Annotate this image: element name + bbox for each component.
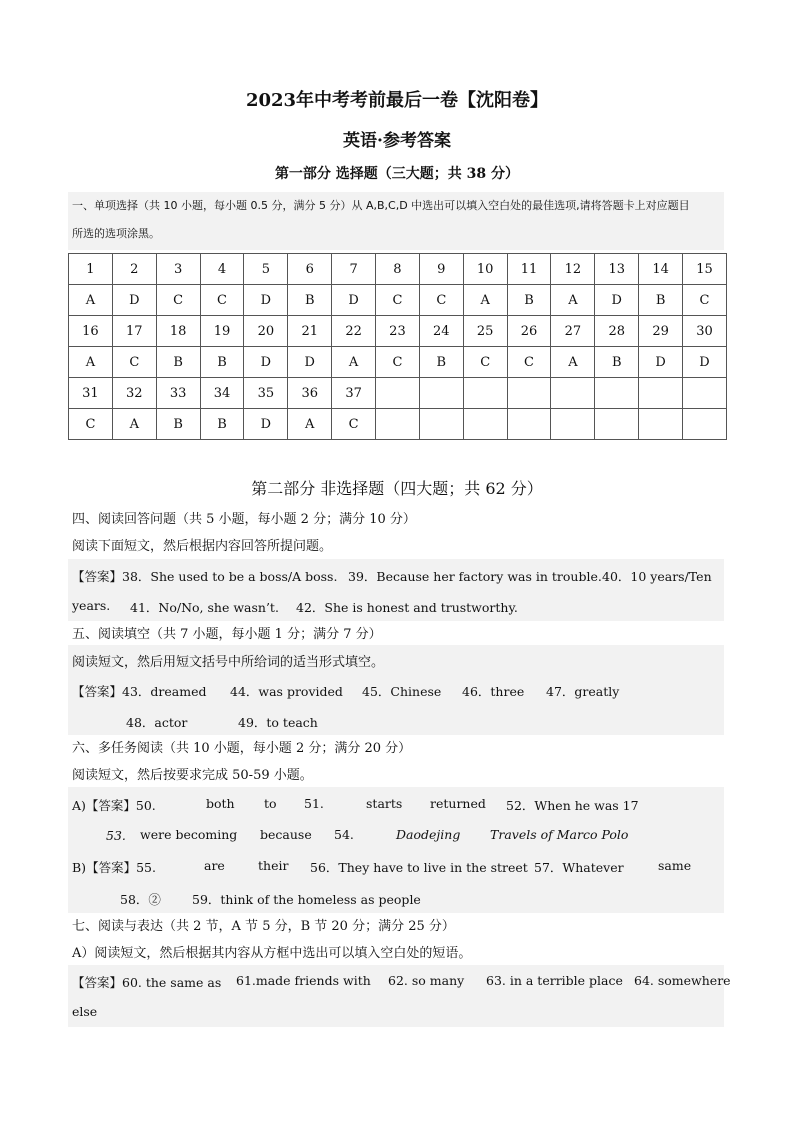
table-cell	[463, 378, 507, 409]
table-row	[69, 409, 727, 440]
table-cell: 3	[156, 254, 200, 285]
table-cell: C	[200, 285, 244, 316]
answer-51-label: 51.	[304, 796, 324, 811]
answer-b-label: B)【答案】55.	[72, 860, 156, 875]
answer-46: 46．three	[462, 684, 525, 699]
table-cell: A	[69, 285, 113, 316]
table-cell	[507, 378, 551, 409]
answer-40-cont: years.	[72, 598, 111, 613]
table-cell: 13	[595, 254, 639, 285]
table-cell: D	[244, 285, 288, 316]
table-cell: B	[200, 409, 244, 440]
table-cell: C	[419, 285, 463, 316]
table-cell: 1	[69, 254, 113, 285]
answer-39: 39．Because her factory was in trouble.	[348, 569, 602, 584]
answer-45: 45．Chinese	[362, 684, 442, 699]
table-cell: 17	[112, 316, 156, 347]
answer-60: 【答案】60. the same as	[72, 975, 222, 990]
table-cell	[376, 378, 420, 409]
answer-53-a: were becoming	[140, 827, 238, 842]
sec6-heading: 六、多任务阅读（共 10 小题，每小题 2 分；满分 20 分）	[72, 741, 412, 756]
answer-52: 52．When he was 17	[506, 798, 639, 813]
sec7-heading: 七、阅读与表达（共 2 节，A 节 5 分，B 节 20 分；满分 25 分）	[72, 919, 455, 934]
table-cell: C	[376, 347, 420, 378]
table-cell: 20	[244, 316, 288, 347]
table-cell: D	[683, 347, 727, 378]
table-cell: 7	[332, 254, 376, 285]
table-cell: C	[463, 347, 507, 378]
table-cell: 23	[376, 316, 420, 347]
table-cell: 24	[419, 316, 463, 347]
answer-53-label: 53.	[106, 828, 126, 843]
table-cell	[463, 409, 507, 440]
table-cell: C	[156, 285, 200, 316]
answer-table	[68, 253, 727, 440]
table-cell	[507, 409, 551, 440]
table-cell: 21	[288, 316, 332, 347]
answer-49: 49．to teach	[238, 715, 318, 730]
table-cell: 19	[200, 316, 244, 347]
answer-58: 58．②	[120, 892, 161, 907]
table-cell	[419, 409, 463, 440]
section1-instruction	[68, 192, 724, 250]
table-cell: 18	[156, 316, 200, 347]
table-cell: 12	[551, 254, 595, 285]
table-cell	[551, 409, 595, 440]
sec4-answer-band	[68, 559, 724, 621]
answer-41: 41．No/No, she wasn’t.	[130, 600, 279, 615]
table-cell: B	[156, 409, 200, 440]
table-cell	[683, 409, 727, 440]
table-cell: 36	[288, 378, 332, 409]
answer-61: 61.made friends with	[236, 973, 371, 988]
part1-heading: 第一部分 选择题（三大题；共 38 分）	[274, 166, 520, 182]
table-cell: C	[69, 409, 113, 440]
table-cell: D	[244, 347, 288, 378]
table-cell	[683, 378, 727, 409]
table-cell: B	[200, 347, 244, 378]
table-cell: D	[639, 347, 683, 378]
answer-55-a: are	[204, 858, 225, 873]
table-cell	[639, 409, 683, 440]
instruction-line-1: 一、单项选择（共 10 小题，每小题 0.5 分，满分 5 分）从 A,B,C,D 中选出可以填入空白处的最佳选项,请将答题卡上对应题目	[72, 199, 690, 212]
table-cell: 9	[419, 254, 463, 285]
table-cell: 10	[463, 254, 507, 285]
sec7-instruction: A）阅读短文，然后根据其内容从方框中选出可以填入空白处的短语。	[72, 946, 472, 961]
table-row	[69, 254, 727, 285]
answer-59: 59．think of the homeless as people	[192, 892, 421, 907]
answer-56: 56．They have to live in the street	[310, 860, 528, 875]
answer-51-b: returned	[430, 796, 486, 811]
table-cell: 25	[463, 316, 507, 347]
table-cell: 35	[244, 378, 288, 409]
answer-62: 62. so many	[388, 973, 465, 988]
sec5-instruction: 阅读短文，然后用短文括号中所给词的适当形式填空。	[72, 655, 385, 670]
answer-53-b: because	[260, 827, 312, 842]
answer-40: 40．10 years/Ten	[602, 569, 712, 584]
answer-51-a: starts	[366, 796, 403, 811]
answer-54-a: Daodejing	[396, 827, 461, 842]
table-cell: C	[112, 347, 156, 378]
table-cell	[595, 378, 639, 409]
table-cell: 29	[639, 316, 683, 347]
answer-57: 57．Whatever	[534, 860, 624, 875]
document-title: 2023年中考考前最后一卷【沈阳卷】	[245, 90, 549, 111]
table-cell: C	[332, 409, 376, 440]
table-cell: A	[551, 347, 595, 378]
answer-54-b: Travels of Marco Polo	[490, 827, 629, 842]
sec6-answer-band	[68, 787, 724, 913]
table-cell	[595, 409, 639, 440]
table-cell: 34	[200, 378, 244, 409]
table-cell: D	[288, 347, 332, 378]
table-cell: 32	[112, 378, 156, 409]
table-cell: A	[551, 285, 595, 316]
answer-44: 44．was provided	[230, 684, 343, 699]
table-cell	[419, 378, 463, 409]
table-cell: D	[332, 285, 376, 316]
table-cell: C	[376, 285, 420, 316]
answer-43: 【答案】43．dreamed	[72, 684, 207, 699]
table-cell: 5	[244, 254, 288, 285]
table-cell: 2	[112, 254, 156, 285]
table-cell: 11	[507, 254, 551, 285]
table-cell: D	[244, 409, 288, 440]
answer-42: 42．She is honest and trustworthy.	[296, 600, 518, 615]
table-cell: C	[683, 285, 727, 316]
table-cell: 6	[288, 254, 332, 285]
sec4-heading: 四、阅读回答问题（共 5 小题，每小题 2 分；满分 10 分）	[72, 512, 416, 527]
table-cell: B	[156, 347, 200, 378]
table-cell: 26	[507, 316, 551, 347]
table-cell: B	[595, 347, 639, 378]
table-cell: 4	[200, 254, 244, 285]
table-cell: 33	[156, 378, 200, 409]
table-cell: 37	[332, 378, 376, 409]
answer-a-label: A)【答案】50.	[72, 798, 156, 813]
answer-64-cont: else	[72, 1004, 98, 1019]
table-cell: 16	[69, 316, 113, 347]
sec5-answer-band	[68, 645, 724, 735]
table-cell: 27	[551, 316, 595, 347]
table-cell: 30	[683, 316, 727, 347]
table-cell: A	[112, 409, 156, 440]
table-cell: D	[595, 285, 639, 316]
table-cell: A	[463, 285, 507, 316]
table-cell	[639, 378, 683, 409]
table-cell: 14	[639, 254, 683, 285]
sec4-instruction: 阅读下面短文，然后根据内容回答所提问题。	[72, 539, 333, 554]
table-cell: B	[507, 285, 551, 316]
sec6-instruction: 阅读短文，然后按要求完成 50-59 小题。	[72, 768, 313, 783]
answer-50-b: to	[264, 796, 277, 811]
table-cell: A	[69, 347, 113, 378]
table-cell	[376, 409, 420, 440]
table-cell: 8	[376, 254, 420, 285]
answer-54-label: 54.	[334, 827, 354, 842]
answer-55-b: their	[258, 858, 289, 873]
sec7-answer-band	[68, 965, 731, 1027]
table-cell: B	[639, 285, 683, 316]
table-row	[69, 378, 727, 409]
answer-48: 48．actor	[126, 715, 188, 730]
table-cell: B	[288, 285, 332, 316]
answer-47: 47．greatly	[546, 684, 620, 699]
answer-63: 63. in a terrible place	[486, 973, 623, 988]
table-cell	[551, 378, 595, 409]
instruction-line-2: 所选的选项涂黑。	[72, 227, 160, 240]
sec5-heading: 五、阅读填空（共 7 小题，每小题 1 分；满分 7 分）	[72, 627, 382, 642]
table-cell: A	[288, 409, 332, 440]
table-cell: A	[332, 347, 376, 378]
answer-50-a: both	[206, 796, 235, 811]
table-cell: C	[507, 347, 551, 378]
table-cell: D	[112, 285, 156, 316]
table-cell: 31	[69, 378, 113, 409]
answer-38: 【答案】38．She used to be a boss/A boss.	[72, 569, 338, 584]
table-cell: 22	[332, 316, 376, 347]
table-cell: 28	[595, 316, 639, 347]
table-row	[69, 316, 727, 347]
answer-64: 64. somewhere	[634, 973, 731, 988]
part2-heading: 第二部分 非选择题（四大题；共 62 分）	[251, 479, 543, 498]
table-row	[69, 285, 727, 316]
table-cell: B	[419, 347, 463, 378]
document-subtitle: 英语·参考答案	[343, 131, 451, 151]
table-row	[69, 347, 727, 378]
answer-57-b: same	[658, 858, 692, 873]
table-cell: 15	[683, 254, 727, 285]
